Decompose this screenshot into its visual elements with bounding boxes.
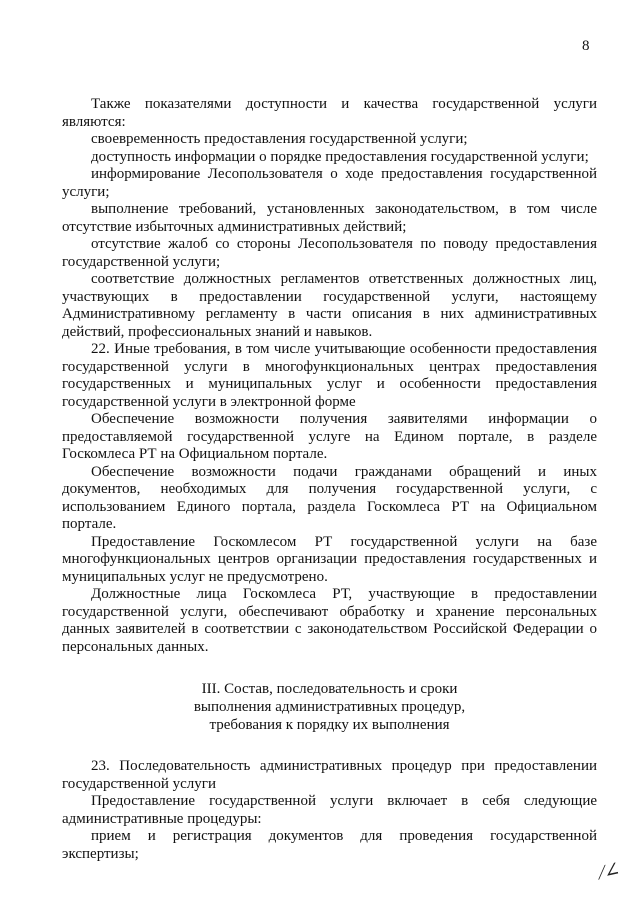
section-heading-line: требования к порядку их выполнения xyxy=(209,716,450,733)
page-number: 8 xyxy=(582,38,590,54)
section-heading-line: выполнения административных процедур, xyxy=(193,698,466,715)
paragraph: Обеспечение возможности подачи гражданами обращений и иных документов, необходимых для получения государственной услуги, с использованием Единого портала, раздела Госкомлеса РТ на Официальном портале. xyxy=(62,463,597,532)
paragraph: Также показателями доступности и качества государственной услуги являются: xyxy=(62,96,597,130)
paragraph: 23. Последовательность административных процедур при предоставлении государственной услуги xyxy=(62,758,597,792)
list-item: своевременность предоставления государственной услуги; xyxy=(91,131,468,147)
list-item: доступность информации о порядке предоставления государственной услуги; xyxy=(91,148,589,165)
document-body xyxy=(62,96,597,863)
paragraph: Предоставление Госкомлесом РТ государственной услуги на базе многофункциональных центров организации предоставления государственных и муниципальных услуг не предусмотрено. xyxy=(62,533,597,585)
paragraph: Должностные лица Госкомлеса РТ, участвующие в предоставлении государственной услуги, обеспечивают обработку и хранение персональных данных заявителей в соответствии с законодательством Российской Федерации о персональных данных. xyxy=(62,586,597,655)
section-heading-line: III. Состав, последовательность и сроки xyxy=(201,681,458,697)
paragraph: Обеспечение возможности получения заявителями информации о предоставляемой государственной услуге на Едином портале, в разделе Госкомлеса РТ на Официальном портале. xyxy=(62,411,597,462)
list-item: соответствие должностных регламентов ответственных должностных лиц, участвующих в предоставлении государственной услуги, настоящему Административному регламенту в части описания в них административных действий, профессиональных знаний и навыков. xyxy=(62,271,597,340)
paragraph: 22. Иные требования, в том числе учитывающие особенности предоставления государственной услуги в многофункциональных центрах предоставления государственных и муниципальных услуг и особенности предоставления государственной услуги в электронной форме xyxy=(62,341,597,410)
list-item: прием и регистрация документов для проведения государственной экспертизы; xyxy=(62,828,597,862)
paragraph: Предоставление государственной услуги включает в себя следующие административные процедуры: xyxy=(62,793,597,827)
list-item: выполнение требований, установленных законодательством, в том числе отсутствие избыточных административных действий; xyxy=(62,201,597,235)
section-heading xyxy=(62,681,597,734)
handwritten-mark: ∕∠ xyxy=(598,858,623,884)
list-item: информирование Лесопользователя о ходе предоставления государственной услуги; xyxy=(62,166,597,200)
list-item: отсутствие жалоб со стороны Лесопользователя по поводу предоставления государственной услуги; xyxy=(62,236,597,270)
